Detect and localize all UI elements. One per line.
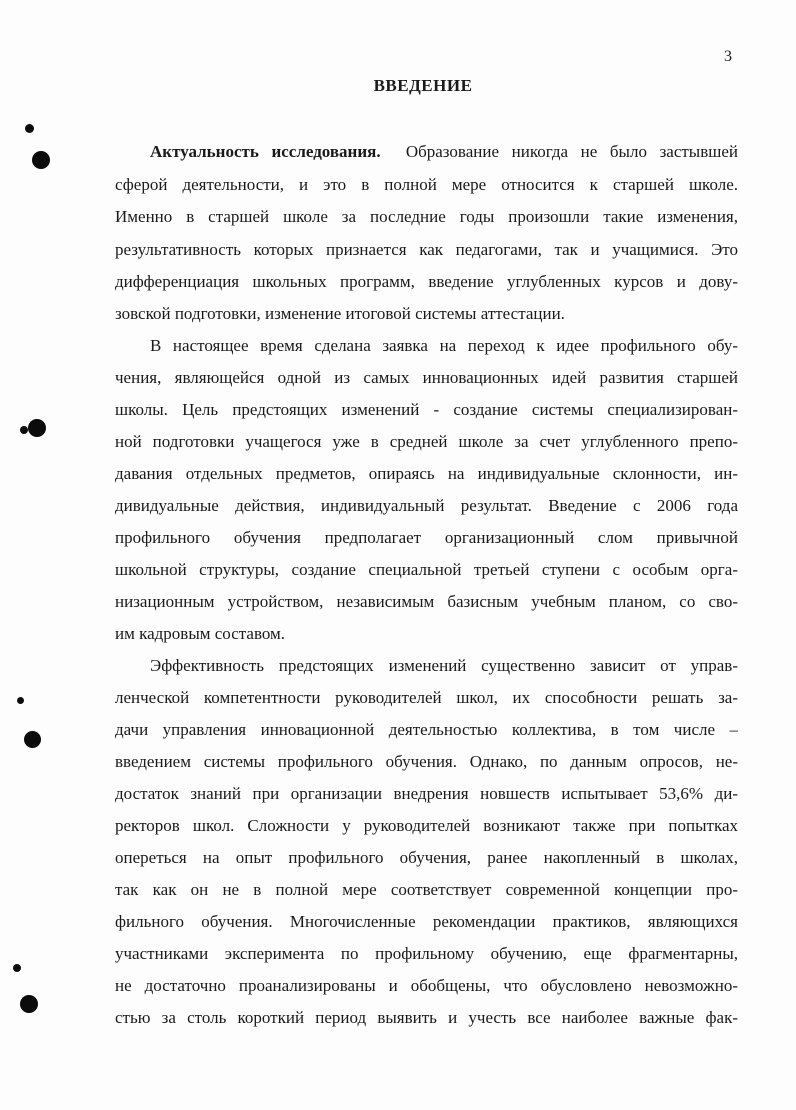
paragraph-3-line-12: стью за столь короткий период выявить и учесть все наиболее важные фак- bbox=[115, 1008, 738, 1027]
paragraph-3-line-6: ректоров школ. Сложности у руководителей возникают также при попытках bbox=[115, 816, 738, 835]
paragraph-3-line-11: не достаточно проанализированы и обобщены, что обусловлено невозможно- bbox=[115, 976, 738, 995]
paragraph-3-line-2: ленческой компетентности руководителей школ, их способности решать за- bbox=[115, 688, 738, 707]
punch-hole-mark bbox=[13, 964, 21, 972]
punch-hole-mark bbox=[17, 697, 24, 704]
punch-hole-mark bbox=[32, 151, 50, 169]
paragraph-2-line-3: школы. Цель предстоящих изменений - создание системы специализирован- bbox=[115, 400, 738, 419]
punch-hole-mark bbox=[20, 426, 28, 434]
paragraph-1-line-6: зовской подготовки, изменение итоговой системы аттестации. bbox=[115, 304, 565, 323]
paragraph-3-line-1: Эффективность предстоящих изменений существенно зависит от управ- bbox=[150, 656, 738, 675]
paragraph-2-line-5: давания отдельных предметов, опираясь на индивидуальные склонности, ин- bbox=[115, 464, 738, 483]
paragraph-1-line-2: сферой деятельности, и это в полной мере относится к старшей школе. bbox=[115, 175, 738, 194]
punch-hole-mark bbox=[20, 995, 38, 1013]
paragraph-2-line-4: ной подготовки учащегося уже в средней школе за счет углубленного препо- bbox=[115, 432, 738, 451]
paragraph-2-line-8: школьной структуры, создание специальной третьей ступени с особым орга- bbox=[115, 560, 738, 579]
paragraph-1-line-4: результативность которых признается как педагогами, так и учащимися. Это bbox=[115, 240, 738, 259]
paragraph-3-line-7: опереться на опыт профильного обучения, ранее накопленный в школах, bbox=[115, 848, 738, 867]
punch-hole-mark bbox=[24, 731, 41, 748]
paragraph-3-line-5: достаток знаний при организации внедрения новшеств испытывает 53,6% ди- bbox=[115, 784, 738, 803]
paragraph-1-line-3: Именно в старшей школе за последние годы произошли такие изменения, bbox=[115, 207, 738, 226]
punch-hole-mark bbox=[25, 124, 34, 133]
paragraph-3-line-4: введением системы профильного обучения. Однако, по данным опросов, не- bbox=[115, 752, 738, 771]
page-title: ВВЕДЕНИЕ bbox=[373, 76, 473, 95]
page-number: 3 bbox=[724, 48, 732, 65]
paragraph-2-line-10: им кадровым составом. bbox=[115, 624, 286, 643]
paragraph-2-line-6: дивидуальные действия, индивидуальный результат. Введение с 2006 года bbox=[115, 496, 738, 515]
paragraph-1-line-1 bbox=[150, 142, 738, 162]
paragraph-3-line-8: так как он не в полной мере соответствует современной концепции про- bbox=[115, 880, 738, 899]
paragraph-lead: Актуальность исследования. bbox=[150, 142, 381, 161]
paragraph-3-line-9: фильного обучения. Многочисленные рекомендации практиков, являющихся bbox=[115, 912, 738, 931]
paragraph-2-line-7: профильного обучения предполагает организационный слом привычной bbox=[115, 528, 738, 547]
paragraph-text: Образование никогда не было застывшей bbox=[405, 142, 738, 161]
paragraph-2-line-9: низационным устройством, независимым базисным учебным планом, со сво- bbox=[115, 592, 738, 611]
paragraph-1-line-5: дифференциация школьных программ, введение углубленных курсов и дову- bbox=[115, 272, 738, 291]
punch-hole-mark bbox=[28, 419, 46, 437]
paragraph-2-line-1: В настоящее время сделана заявка на переход к идее профильного обу- bbox=[150, 336, 738, 355]
paragraph-2-line-2: чения, являющейся одной из самых инновационных идей развития старшей bbox=[115, 368, 738, 387]
paragraph-3-line-3: дачи управления инновационной деятельностью коллектива, в том числе – bbox=[115, 720, 738, 739]
paragraph-3-line-10: участниками эксперимента по профильному обучению, еще фрагментарны, bbox=[115, 944, 738, 963]
